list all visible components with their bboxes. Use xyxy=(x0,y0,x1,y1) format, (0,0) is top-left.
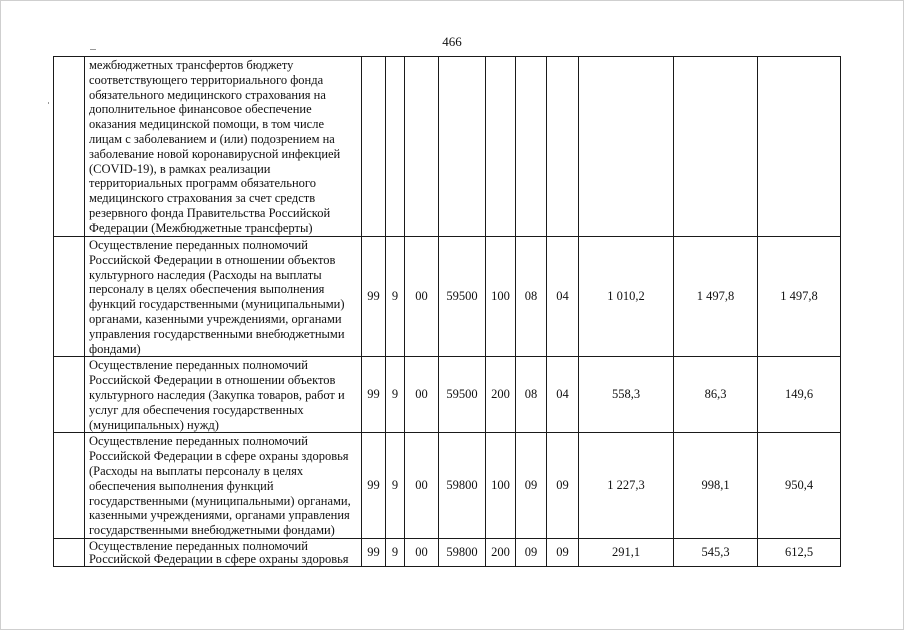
main-activity-code-cell: 00 xyxy=(405,538,439,566)
expense-type-cell: 200 xyxy=(486,538,516,566)
table-row xyxy=(54,538,841,566)
direction-code-cell: 59500 xyxy=(439,357,486,433)
amount-year-3-cell: 950,4 xyxy=(758,433,841,539)
row-number-cell xyxy=(54,433,85,539)
main-activity-code-cell: 00 xyxy=(405,433,439,539)
amount-year-2-cell: 86,3 xyxy=(674,357,758,433)
table-row xyxy=(54,237,841,357)
section-cell: 08 xyxy=(516,357,547,433)
expense-type-cell: 200 xyxy=(486,357,516,433)
direction-code-cell: 59500 xyxy=(439,237,486,357)
section-cell xyxy=(516,57,547,237)
subprogram-code-cell xyxy=(386,57,405,237)
page-number: 466 xyxy=(442,34,462,49)
description-cell: Осуществление переданных полномочий Российской Федерации в сфере охраны здоровья (Расходы на выплаты персоналу в целях обеспечения выполнения функций государственными (муниципальными) органами, казенными учреждениями, органами управления государственными внебюджетными фондами) xyxy=(85,433,362,539)
section-cell: 09 xyxy=(516,433,547,539)
scan-speck xyxy=(48,102,49,104)
subsection-cell: 09 xyxy=(547,538,579,566)
main-activity-code-cell: 00 xyxy=(405,357,439,433)
expenditure-table xyxy=(53,56,841,567)
main-activity-code-cell: 00 xyxy=(405,237,439,357)
subprogram-code-cell: 9 xyxy=(386,433,405,539)
program-code-cell: 99 xyxy=(362,538,386,566)
section-cell: 09 xyxy=(516,538,547,566)
row-number-cell xyxy=(54,357,85,433)
subprogram-code-cell: 9 xyxy=(386,237,405,357)
direction-code-cell: 59800 xyxy=(439,538,486,566)
amount-year-1-cell xyxy=(579,57,674,237)
subsection-cell xyxy=(547,57,579,237)
amount-year-3-cell: 612,5 xyxy=(758,538,841,566)
amount-year-2-cell: 998,1 xyxy=(674,433,758,539)
table-row xyxy=(54,57,841,237)
row-number-cell xyxy=(54,57,85,237)
expense-type-cell xyxy=(486,57,516,237)
amount-year-1-cell: 291,1 xyxy=(579,538,674,566)
program-code-cell: 99 xyxy=(362,237,386,357)
subsection-cell: 09 xyxy=(547,433,579,539)
subsection-cell: 04 xyxy=(547,357,579,433)
row-number-cell xyxy=(54,237,85,357)
amount-year-1-cell: 1 010,2 xyxy=(579,237,674,357)
amount-year-1-cell: 1 227,3 xyxy=(579,433,674,539)
description-cell: Осуществление переданных полномочий Российской Федерации в отношении объектов культурного наследия (Расходы на выплаты персоналу в целях обеспечения выполнения функций государственными (муниципальными) органами, казенными учреждениями, органами управления государственными внебюджетными фондами) xyxy=(85,237,362,357)
expense-type-cell: 100 xyxy=(486,433,516,539)
amount-year-2-cell: 1 497,8 xyxy=(674,237,758,357)
description-cell: Осуществление переданных полномочий Российской Федерации в отношении объектов культурного наследия (Закупка товаров, работ и услуг для обеспечения государственных (муниципальных) нужд) xyxy=(85,357,362,433)
amount-year-2-cell: 545,3 xyxy=(674,538,758,566)
amount-year-1-cell: 558,3 xyxy=(579,357,674,433)
amount-year-3-cell xyxy=(758,57,841,237)
main-activity-code-cell xyxy=(405,57,439,237)
amount-year-3-cell: 1 497,8 xyxy=(758,237,841,357)
scan-speck xyxy=(90,49,96,50)
row-number-cell xyxy=(54,538,85,566)
subprogram-code-cell: 9 xyxy=(386,357,405,433)
program-code-cell: 99 xyxy=(362,357,386,433)
direction-code-cell xyxy=(439,57,486,237)
description-cell: межбюджетных трансфертов бюджету соответствующего территориального фонда обязательного медицинского страхования на дополнительное финансовое обеспечение оказания медицинской помощи, в том числе лицам с заболеванием и (или) подозрением на заболевание новой коронавирусной инфекцией (COVID-19), в рамках реализации территориальных программ обязательного медицинского страхования за счет средств резервного фонда Правительства Российской Федерации (Межбюджетные трансферты) xyxy=(85,57,362,237)
amount-year-3-cell: 149,6 xyxy=(758,357,841,433)
table-row xyxy=(54,357,841,433)
amount-year-2-cell xyxy=(674,57,758,237)
program-code-cell: 99 xyxy=(362,433,386,539)
section-cell: 08 xyxy=(516,237,547,357)
program-code-cell xyxy=(362,57,386,237)
subprogram-code-cell: 9 xyxy=(386,538,405,566)
subsection-cell: 04 xyxy=(547,237,579,357)
expense-type-cell: 100 xyxy=(486,237,516,357)
direction-code-cell: 59800 xyxy=(439,433,486,539)
description-cell: Осуществление переданных полномочий Российской Федерации в сфере охраны здоровья xyxy=(85,538,362,566)
table-row xyxy=(54,433,841,539)
